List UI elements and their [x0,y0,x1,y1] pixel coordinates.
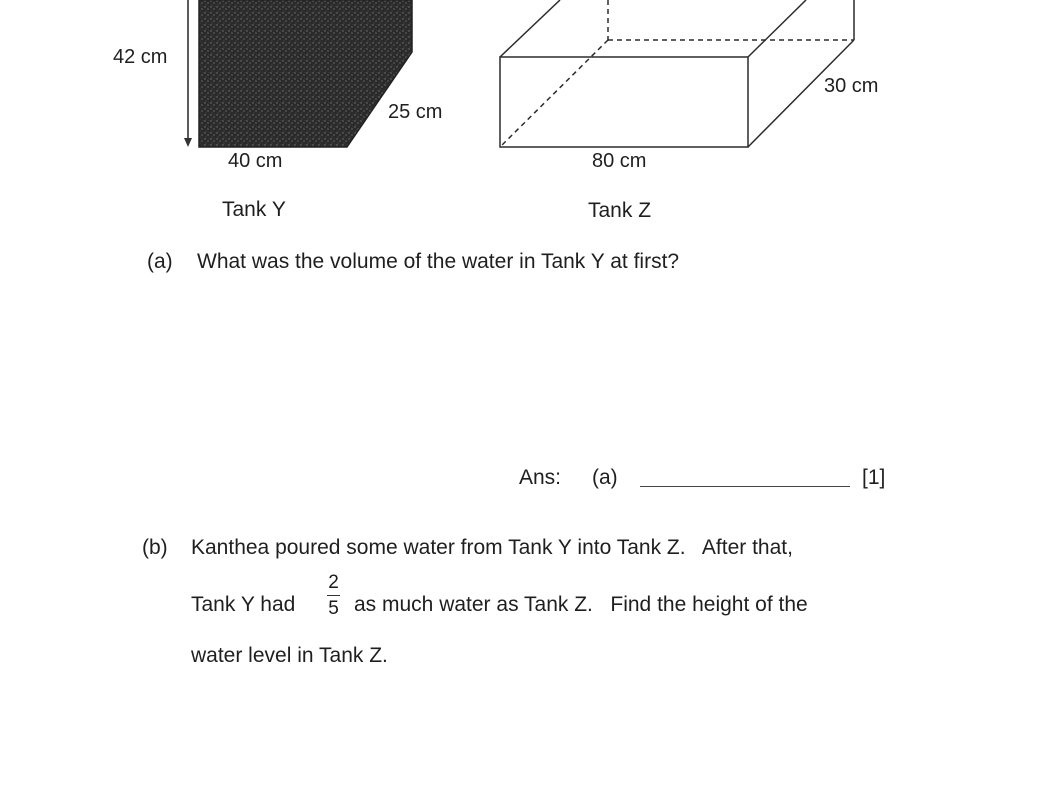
tank-z-hidden-edges [500,0,854,147]
tank-y-width-label: 40 cm [228,150,283,172]
tanks-figure [0,0,1054,240]
fraction-numerator: 2 [328,572,339,593]
answer-a-prefix: Ans: [519,466,562,489]
answer-a-marks: [1] [862,466,886,489]
question-b-label: (b) [142,536,168,559]
tank-y-shape [199,0,412,147]
question-b-line3: water level in Tank Z. [191,644,388,667]
question-b-line2-before: Tank Y had [191,593,296,616]
question-a-label: (a) [147,250,173,273]
answer-a-blank [640,486,850,487]
tank-y-height-arrow [184,0,192,147]
tank-z-shape [500,0,854,147]
fraction-bar [327,595,340,596]
tank-z-depth-label: 30 cm [824,75,879,97]
tank-z-width-label: 80 cm [592,150,647,172]
tank-y-depth-label: 25 cm [388,101,443,123]
question-b-line2-after: as much water as Tank Z. Find the height of the [354,593,808,616]
answer-a-part: (a) [592,466,618,489]
fraction-denominator: 5 [328,598,339,619]
tank-y-name: Tank Y [222,198,286,221]
fraction-two-fifths [327,573,340,618]
tank-z-name: Tank Z [588,199,652,222]
question-b-line1: Kanthea poured some water from Tank Y into Tank Z. After that, [191,536,793,559]
tank-y-height-label: 42 cm [113,46,168,68]
question-a-text: What was the volume of the water in Tank Y at first? [197,250,680,273]
